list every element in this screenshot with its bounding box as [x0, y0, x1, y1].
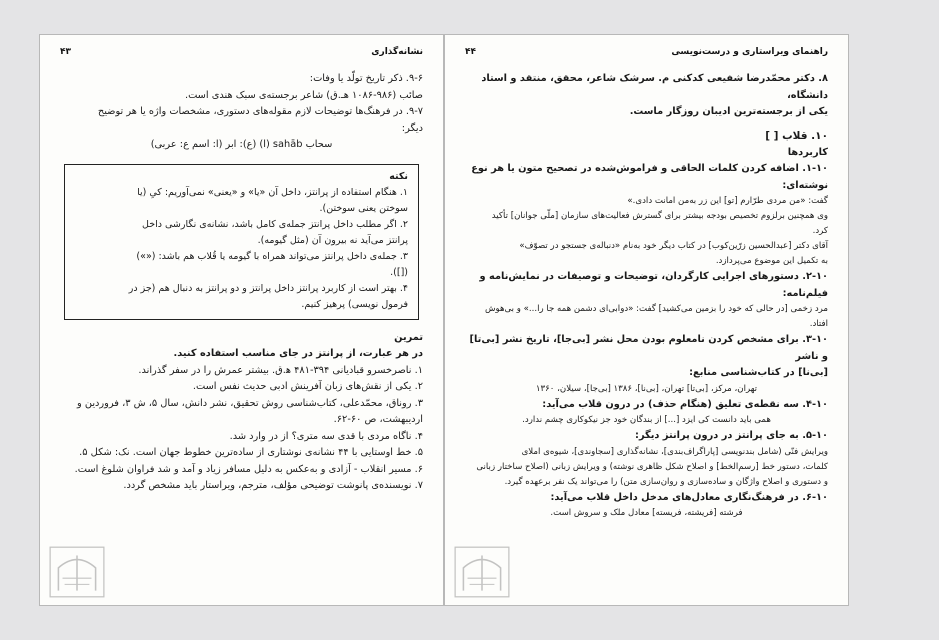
usage-example: وی همچنین برلزوم تخصیص بودجه بیشتر برای گسترش فعالیت‌های سازمان [ملّی جوانان] تأکید — [491, 211, 828, 221]
usage-rule: ۴-۱۰. سه نقطه‌ی تعلیق (هنگام حذف) در درون قلاب می‌آید: — [542, 398, 828, 410]
section-title: ۱۰. قلاب [ ] — [765, 129, 828, 142]
text-line: ۹-۷. در فرهنگ‌ها توضیحات لازم مقوله‌های دستوری، مشخصات واژه یا هر توضیح — [97, 106, 423, 117]
left-page-header — [60, 47, 423, 57]
left-book-page — [39, 34, 444, 606]
right-book-page — [444, 34, 849, 606]
usage-example: کرد. — [812, 226, 828, 236]
note-item: ([]). — [390, 266, 408, 278]
exercise-item: ۳. روناق، محمّدعلی، کتاب‌شناسی روش تحقیق، نشر دانش، سال ۵، ش ۳، فروردین و — [77, 397, 423, 409]
exercise-item: ۶. مسیر انقلاب - آزادی و به‌عکس به دلیل مسافر زیاد و آمد و شد فراوان شلوغ است. — [74, 463, 423, 475]
note-item: ۴. بهتر است از کاربرد پرانتز داخل پرانتز و دو پرانتز به دنبال هم (جز در — [128, 282, 408, 294]
usage-rule: [بی‌نا] در کتاب‌شناسی منابع: — [689, 367, 828, 378]
exercise-item: ۵. خط اوستایی با ۴۴ نشانه‌ی نوشتاری از ساده‌ترین خطوط جهان است. نک: شکل ۵. — [79, 447, 423, 458]
exercise-item: ۷. نویسنده‌ی پانوشت توضیحی مؤلف، مترجم، ویراستار باید مشخص گردد. — [123, 480, 423, 491]
note-item: پرانتز می‌آید نه بیرون آن (مثل گیومه). — [257, 234, 408, 246]
note-title: نکته — [389, 170, 408, 182]
usage-example: افتاد. — [809, 319, 828, 329]
usage-example: آقای دکتر [عبدالحسین زرّین‌کوب] در کتاب دیگر خود به‌نام «دنباله‌ی جستجو در تصوّف» — [519, 241, 828, 251]
library-stamp-icon — [46, 541, 108, 603]
usage-rule: ۵-۱۰. به جای پرانتز در درون پرانتز دیگر: — [635, 430, 828, 441]
usage-example: و دستوری و اصلاح واژگان و ساده‌سازی و روان‌سازی متن) را می‌تواند یک نفر برعهده گیرد. — [504, 476, 828, 487]
exercise-title: تمرین — [394, 331, 423, 343]
usage-example: همی باید دانست کی ایزد [...] از بندگان خود جز نیکوکاری چشم ندارد. — [522, 415, 771, 425]
note-item: ۲. اگر مطلب داخل پرانتز جمله‌ی کامل باشد، نشانه‌ی نگارشی داخل — [142, 218, 408, 230]
usage-example: فرشته [فریشته، فریسته] معادل ملک و سروش است. — [550, 508, 743, 518]
text-line: دیگر: — [401, 122, 423, 134]
right-header-title: راهنمای ویراستاری و درست‌نویسی — [671, 47, 828, 57]
usage-example: گفت: «من مردی طرّارم [تو] این زر به‌من امانت دادی.» — [627, 196, 828, 206]
note-item: ۳. جمله‌ی داخل پرانتز می‌تواند همراه با گیومه یا قُلاب هم باشد: («») — [136, 250, 408, 262]
usage-rule: ۶-۱۰. در فرهنگ‌نگاری معادل‌های مدخل داخل قلاب می‌آید: — [550, 491, 828, 503]
intro-line: یکی از برجسته‌ترین ادیبان روزگار ماست. — [629, 106, 828, 117]
exercise-item: ۱. ناصرخسرو قبادیانی ۳۹۴-۴۸۱ ه‍.ق. بیشتر عمرش را در سفر گذراند. — [138, 364, 423, 376]
exercise-item: اردیبهشت، ص ۶۰-۶۲. — [333, 414, 423, 425]
usage-rule: ۳-۱۰. برای مشخص کردن نامعلوم بودن محل نشر [بی‌جا]، تاریخ نشر [بی‌تا] و ناشر — [469, 334, 828, 362]
usage-rule: ۱-۱۰. اضافه کردن کلمات الحاقی و فراموش‌شده در تصحیح متون یا هر نوع نوشته‌ای: — [471, 163, 828, 191]
usage-example: کلمات، دستور خط [رسم‌الخط] و اصلاح شکل ظاهری نوشته) و ویرایش زبانی (اصلاح ساختار زبانی — [476, 461, 828, 472]
note-item: ۱. هنگام استفاده از پرانتز، داخل آن «یا» و «یعنی» نمی‌آوریم: کیِ (یا — [137, 186, 408, 198]
usage-example: مرد زخمی [در حالی که خود را بزمین می‌کشید] گفت: «دوابی‌ای دشمن همه جا را...» و بی‌هوش — [485, 304, 828, 314]
exercise-item: ۲. یکی از نقش‌های زبان آفرینش ادبی حدیث نفس است. — [192, 381, 423, 392]
right-page-number: ۴۴ — [465, 47, 476, 57]
section-subtitle: کاربردها — [787, 146, 828, 158]
library-stamp-icon — [451, 541, 513, 603]
note-item: فرمول نویسی) پرهیز کنیم. — [301, 298, 408, 310]
exercise-instruction: در هر عبارت، از پرانتز در جای مناسب استفاده کنید. — [173, 348, 423, 359]
text-line: سحاب sahāb (ا) (ع): ابر (ا: اسم ع: عربی) — [150, 139, 333, 150]
right-page-header — [465, 47, 828, 57]
text-line: ۹-۶. ذکر تاریخ تولّد یا وفات: — [309, 73, 423, 84]
note-box — [64, 164, 419, 320]
left-page-number: ۴۳ — [60, 47, 71, 57]
note-item: سوختن یعنی سوختن). — [319, 202, 408, 214]
exercise-item: ۴. ناگاه مردی با قدی سه متری؟ از در وارد شد. — [229, 430, 423, 442]
usage-rule: ۲-۱۰. دستورهای اجرایی کارگردان، توضیحات و توصیفات در نمایش‌نامه و فیلم‌نامه: — [479, 271, 828, 299]
usage-example: ویرایش فنّی (شامل بندنویسی [پاراگراف‌بندی]، نشانه‌گذاری [سجاوندی]، شیوه‌ی املای — [521, 446, 828, 457]
usage-example: تهران، مرکز، [بی‌تا] تهران، [بی‌نا]، ۱۳۸۶ [بی‌جا]، سیلان، ۱۳۶۰ — [535, 383, 758, 394]
text-line: صائب (۹۸۶-۱۰۸۶ هـ.ق) شاعر برجسته‌ی سبک هندی است. — [184, 89, 423, 101]
right-page-content — [465, 71, 828, 521]
usage-example: به تکمیل این موضوع می‌پردازد. — [715, 256, 828, 266]
intro-line: ۸. دکتر محمّدرضا شفیعی کدکنی م. سرشک شاعر، محقق، منتقد و استاد دانشگاه، — [481, 73, 828, 101]
left-header-title: نشانه‌گذاری — [371, 47, 423, 57]
left-page-content — [60, 71, 423, 495]
